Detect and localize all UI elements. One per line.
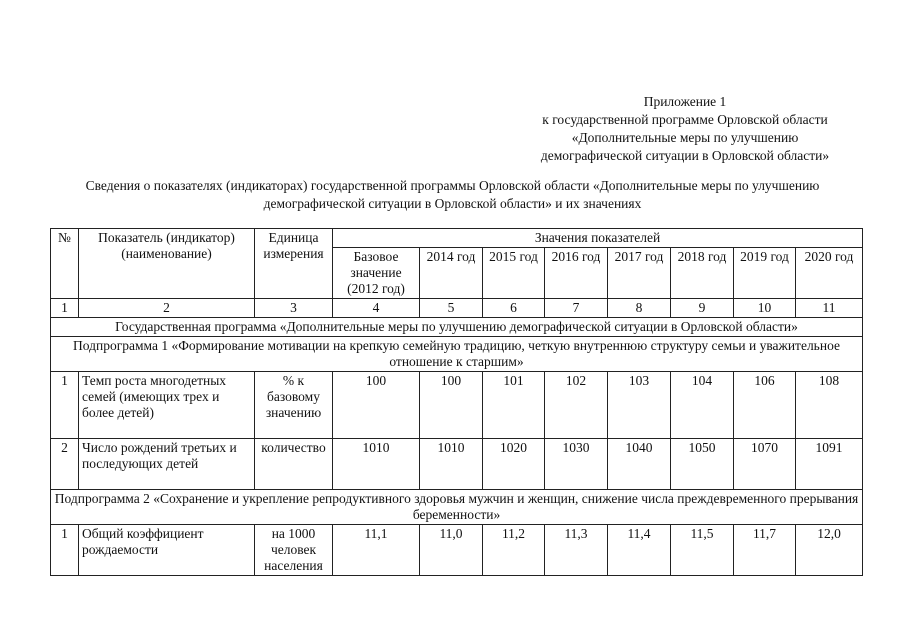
- header-values-group: Значения показателей: [333, 229, 863, 248]
- column-number: 8: [608, 299, 671, 318]
- subprogram-title-row: [51, 337, 863, 372]
- column-number: 7: [545, 299, 608, 318]
- table-row: [51, 439, 863, 490]
- column-number: 11: [796, 299, 863, 318]
- annex-line: к государственной программе Орловской области: [542, 112, 828, 127]
- column-number: 5: [420, 299, 483, 318]
- header-year: 2020 год: [796, 248, 863, 299]
- header-year: 2018 год: [671, 248, 734, 299]
- row-value: 102: [545, 372, 608, 439]
- header-year: 2019 год: [734, 248, 796, 299]
- row-value: 11,5: [671, 525, 734, 576]
- header-year: 2017 год: [608, 248, 671, 299]
- row-value: 104: [671, 372, 734, 439]
- header-row: [51, 229, 863, 248]
- table-row: [51, 525, 863, 576]
- row-value: 11,2: [483, 525, 545, 576]
- row-value: 101: [483, 372, 545, 439]
- row-value: 11,0: [420, 525, 483, 576]
- row-value: 1040: [608, 439, 671, 490]
- header-base: Базовое значение (2012 год): [333, 248, 420, 299]
- row-indicator: Темп роста многодетных семей (имеющих трех и более детей): [79, 372, 255, 439]
- row-num: 1: [51, 525, 79, 576]
- row-unit: на 1000 человек населения: [255, 525, 333, 576]
- row-value: 11,1: [333, 525, 420, 576]
- row-value: 1010: [420, 439, 483, 490]
- row-num: 1: [51, 372, 79, 439]
- program-title: Государственная программа «Дополнительные меры по улучшению демографической ситуации в Орловской области»: [51, 318, 863, 337]
- row-indicator: Число рождений третьих и последующих детей: [79, 439, 255, 490]
- indicators-table: [50, 228, 863, 576]
- row-value: 1050: [671, 439, 734, 490]
- header-year: 2016 год: [545, 248, 608, 299]
- subprogram-1-title: Подпрограмма 1 «Формирование мотивации на крепкую семейную традицию, четкую внутреннюю структуру семьи и уважительное отношение к старшим»: [51, 337, 863, 372]
- header-indicator: Показатель (индикатор) (наименование): [79, 229, 255, 299]
- header-year: 2015 год: [483, 248, 545, 299]
- row-value: 106: [734, 372, 796, 439]
- column-number: 9: [671, 299, 734, 318]
- row-value: 11,4: [608, 525, 671, 576]
- header-unit: Единица измерения: [255, 229, 333, 299]
- table-caption: Сведения о показателях (индикаторах) государственной программы Орловской области «Дополнительные меры по улучшению демографической ситуации в Орловской области» и их значениях: [85, 178, 820, 211]
- row-value: 1070: [734, 439, 796, 490]
- row-value: 100: [420, 372, 483, 439]
- column-number: 1: [51, 299, 79, 318]
- column-number: 2: [79, 299, 255, 318]
- annex-title: Приложение 1: [643, 94, 727, 109]
- row-value: 1010: [333, 439, 420, 490]
- row-value: 12,0: [796, 525, 863, 576]
- column-number: 6: [483, 299, 545, 318]
- header-num: №: [51, 229, 79, 299]
- row-value: 1020: [483, 439, 545, 490]
- annex-heading: [500, 93, 870, 165]
- header-year: 2014 год: [420, 248, 483, 299]
- row-num: 2: [51, 439, 79, 490]
- row-value: 100: [333, 372, 420, 439]
- row-value: 108: [796, 372, 863, 439]
- column-numbers-row: [51, 299, 863, 318]
- row-unit: количество: [255, 439, 333, 490]
- subprogram-2-title: Подпрограмма 2 «Сохранение и укрепление репродуктивного здоровья мужчин и женщин, снижение числа преждевременного прерывания беременности»: [51, 490, 863, 525]
- program-title-row: [51, 318, 863, 337]
- annex-line: «Дополнительные меры по улучшению: [571, 130, 799, 145]
- subprogram-title-row: [51, 490, 863, 525]
- row-value: 103: [608, 372, 671, 439]
- row-value: 11,3: [545, 525, 608, 576]
- row-value: 1030: [545, 439, 608, 490]
- row-unit: % к базовому значению: [255, 372, 333, 439]
- column-number: 3: [255, 299, 333, 318]
- annex-line: демографической ситуации в Орловской области»: [540, 148, 830, 163]
- row-indicator: Общий коэффициент рождаемости: [79, 525, 255, 576]
- column-number: 4: [333, 299, 420, 318]
- table-row: [51, 372, 863, 439]
- column-number: 10: [734, 299, 796, 318]
- row-value: 11,7: [734, 525, 796, 576]
- row-value: 1091: [796, 439, 863, 490]
